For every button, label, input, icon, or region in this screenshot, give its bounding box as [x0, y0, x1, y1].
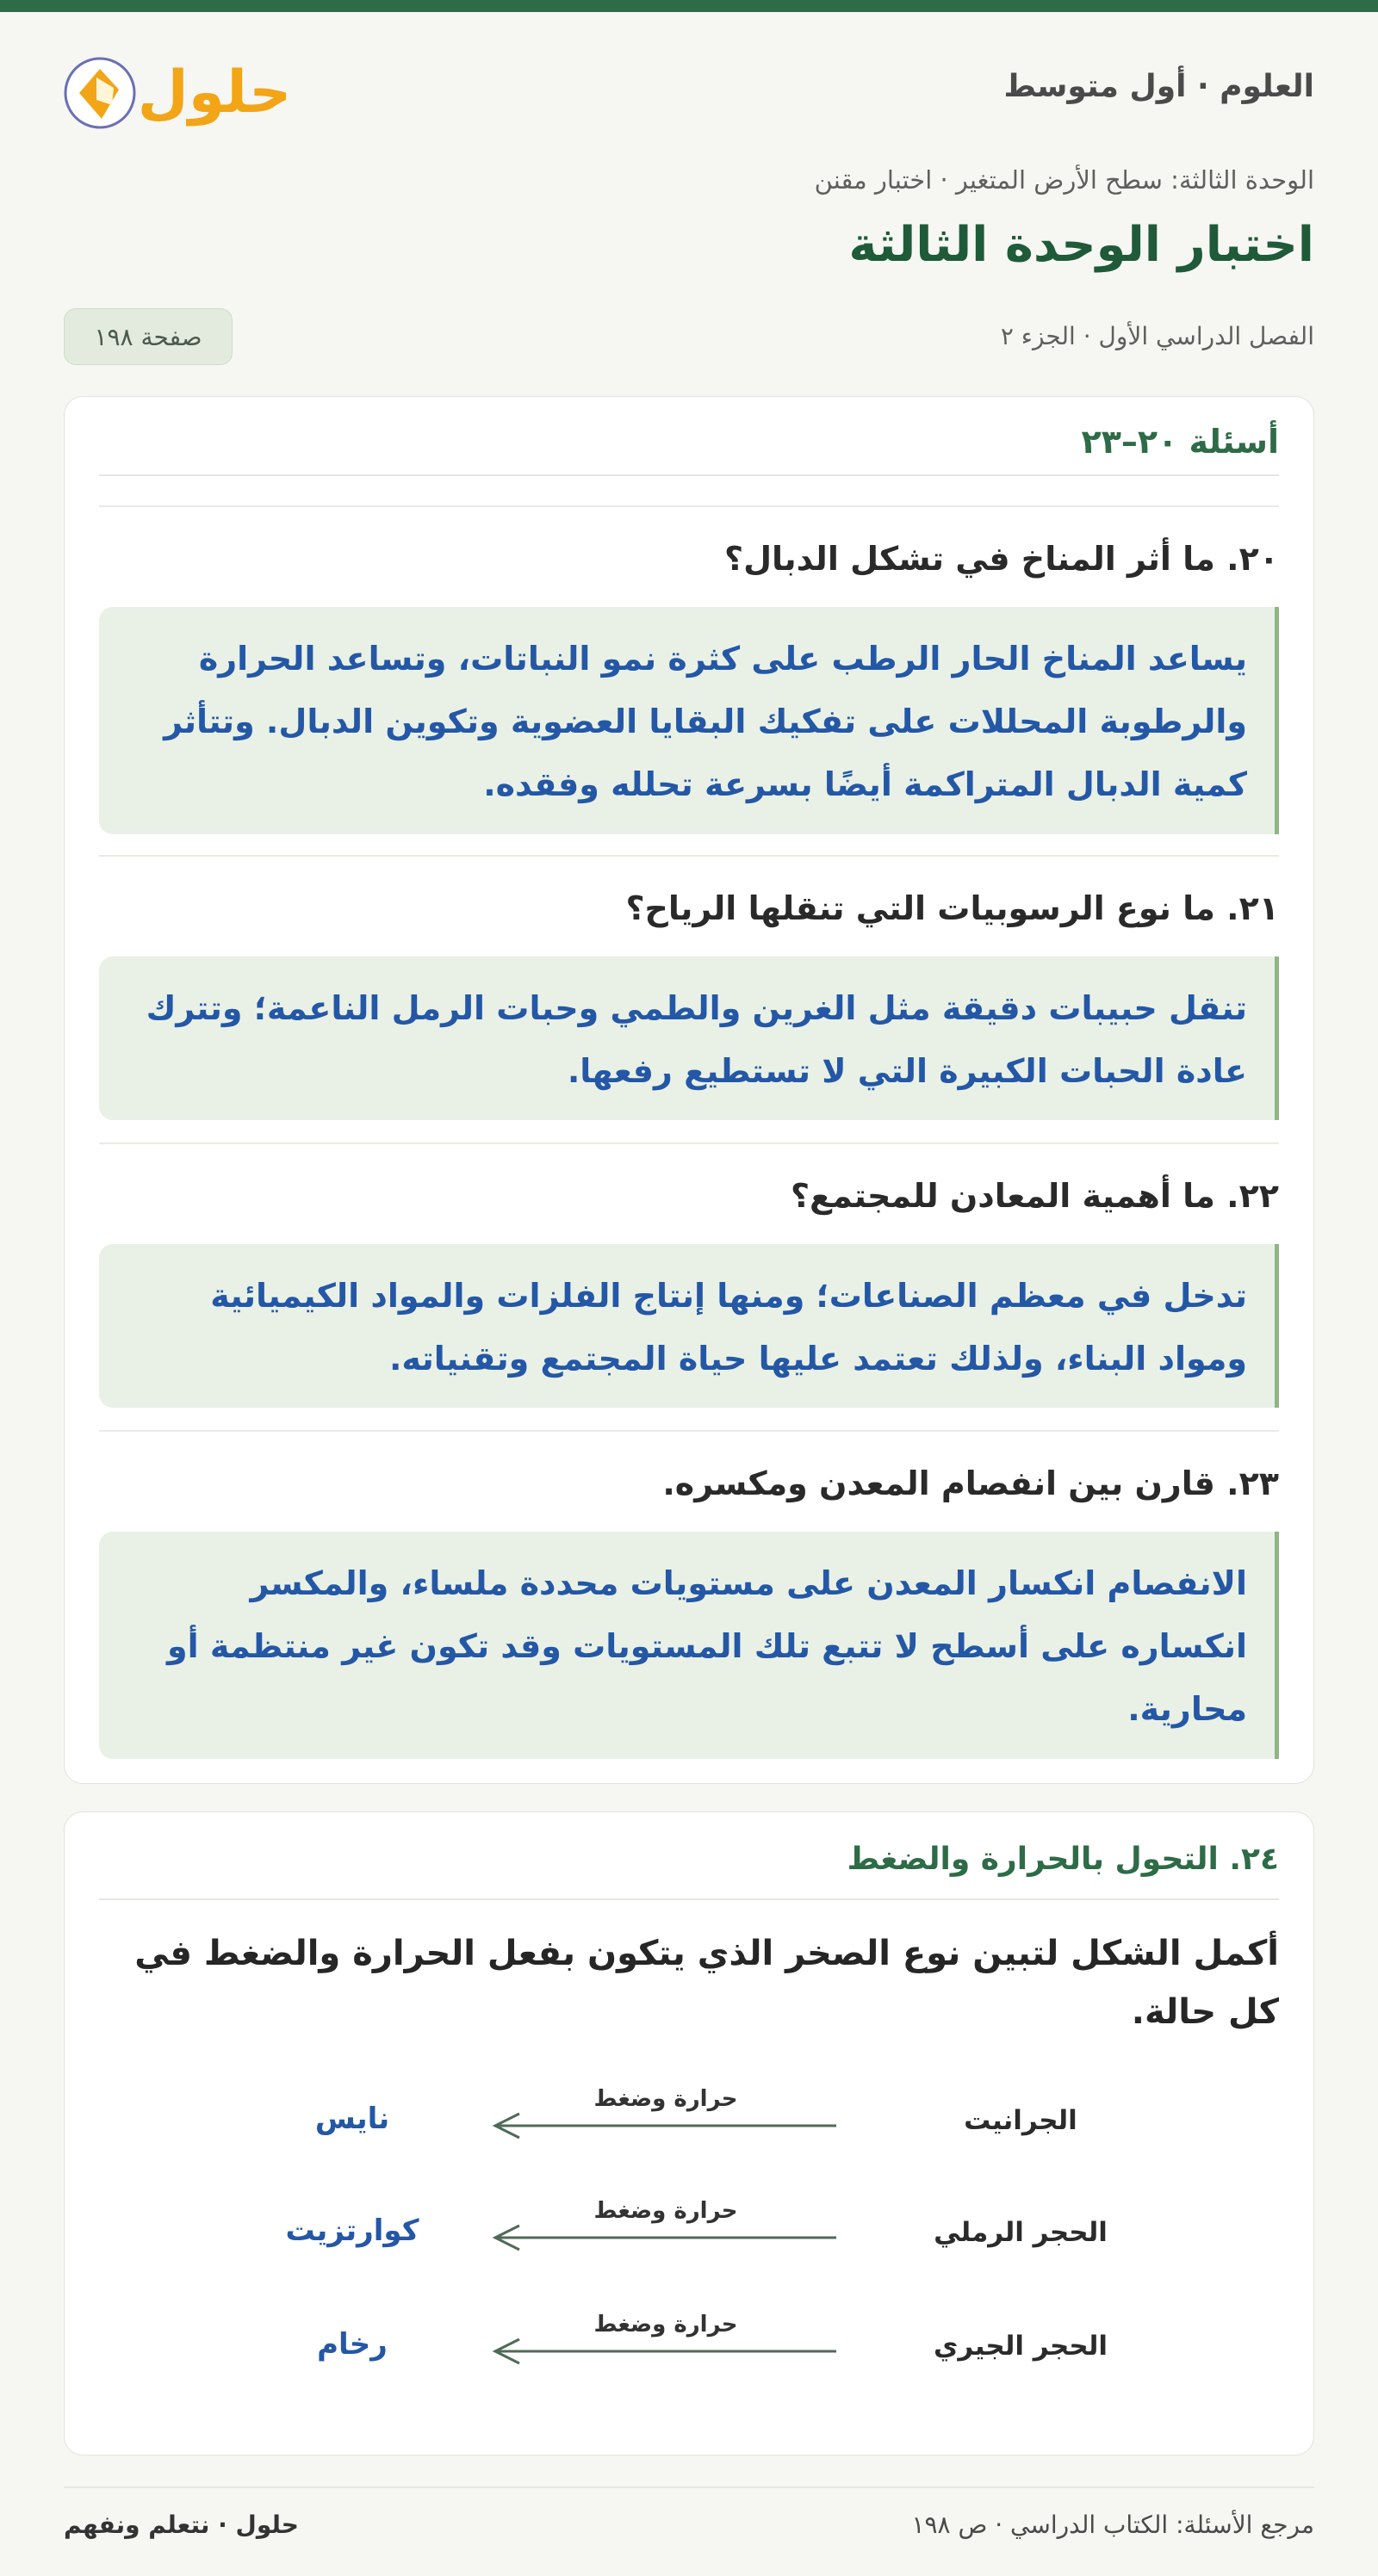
- breadcrumb: الوحدة الثالثة: سطح الأرض المتغير · اختبار مقنن: [814, 165, 1314, 195]
- section-title: ٢٤. التحول بالحرارة والضغط: [99, 1842, 1279, 1900]
- process-label: حرارة وضغط: [593, 2312, 738, 2338]
- question-21: [99, 855, 1279, 1130]
- result-rock: كوارتزيت: [285, 2214, 419, 2248]
- subject-title: العلوم · أول متوسط: [1003, 69, 1314, 104]
- question-text: ٢٣. قارن بين انفصام المعدن ومكسره.: [662, 1464, 1279, 1502]
- process-label: حرارة وضغط: [593, 2198, 738, 2224]
- answer-box: تدخل في معظم الصناعات؛ ومنها إنتاج الفلزات والمواد الكيميائية ومواد البناء، ولذلك تعتمد عليها حياة المجتمع وتقنياته.: [99, 1244, 1279, 1408]
- result-rock: نايس: [314, 2102, 390, 2136]
- source-rock: الحجر الرملي: [934, 2217, 1108, 2248]
- source-rock: الحجر الجيري: [934, 2331, 1108, 2362]
- source-rock: الجرانيت: [964, 2105, 1077, 2136]
- question-text: ٢٠. ما أثر المناخ في تشكل الدبال؟: [724, 540, 1279, 578]
- section-title: أسئلة ٢٠–٢٣: [99, 423, 1279, 476]
- page-title: اختبار الوحدة الثالثة: [848, 217, 1314, 273]
- footer-reference: مرجع الأسئلة: الكتاب الدراسي · ص ١٩٨: [911, 2511, 1314, 2539]
- term-label: الفصل الدراسي الأول · الجزء ٢: [1000, 322, 1314, 350]
- footer-brand[interactable]: حلول · نتعلم ونفهم: [64, 2511, 299, 2539]
- process-label: حرارة وضغط: [593, 2086, 738, 2112]
- answer-box: الانفصام انكسار المعدن على مستويات محددة ملساء، والمكسر انكساره على أسطح لا تتبع تلك المستويات وقد تكون غير منتظمة أو محارية.: [99, 1532, 1279, 1759]
- site-logo[interactable]: [64, 43, 296, 138]
- footer-divider: [64, 2486, 1314, 2488]
- answer-box: تنقل حبيبات دقيقة مثل الغرين والطمي وحبات الرمل الناعمة؛ وتترك عادة الحبات الكبيرة التي لا تستطيع رفعها.: [99, 957, 1279, 1120]
- page-header: [64, 43, 1314, 138]
- top-accent-bar: [0, 0, 1378, 12]
- question-text: ٢١. ما نوع الرسوبيات التي تنقلها الرياح؟: [625, 889, 1279, 927]
- questions-card: [64, 396, 1314, 1784]
- answer-box: يساعد المناخ الحار الرطب على كثرة نمو النباتات، وتساعد الحرارة والرطوبة المحللات على تفكيك البقايا العضوية وتكوين الدبال. وتتأثر كمية الدبال المتراكمة أيضًا بسرعة تحلله وفقده.: [99, 607, 1279, 834]
- page-number-badge: صفحة ١٩٨: [64, 308, 233, 365]
- logo-wordmark: حلول: [137, 59, 292, 127]
- question-22: [99, 1142, 1279, 1418]
- instruction-text: أكمل الشكل لتبين نوع الصخر الذي يتكون بفعل الحرارة والضغط في كل حالة.: [134, 1934, 1279, 2032]
- question-text: ٢٢. ما أهمية المعادن للمجتمع؟: [791, 1177, 1279, 1215]
- question-23: [99, 1430, 1279, 1774]
- question-20: [99, 505, 1279, 850]
- metamorphism-card: [64, 1811, 1314, 2455]
- result-rock: رخام: [317, 2327, 388, 2362]
